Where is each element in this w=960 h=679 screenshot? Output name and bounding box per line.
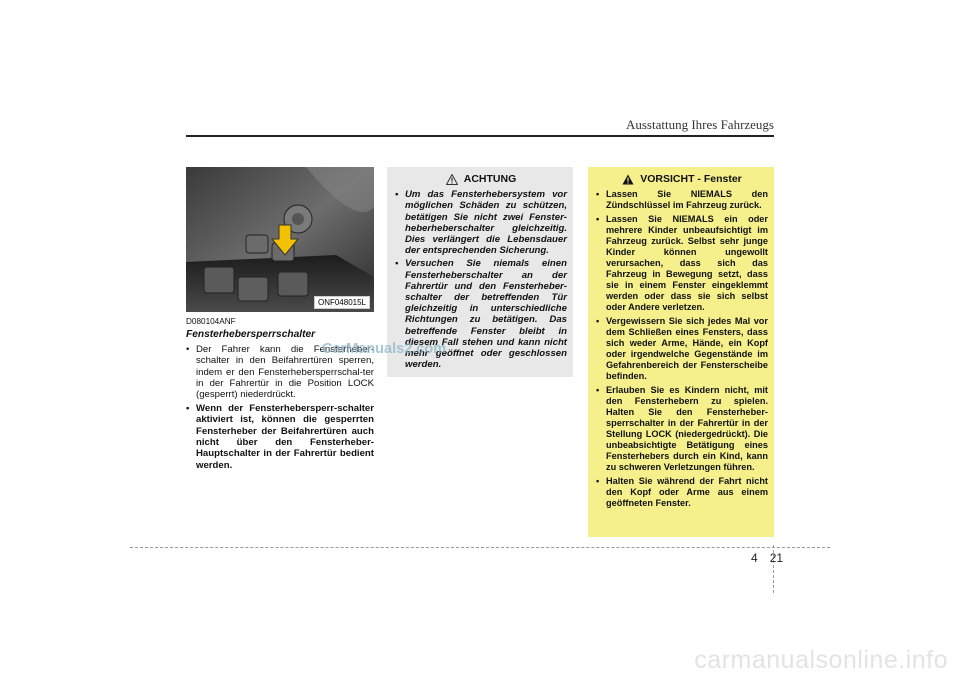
warning-triangle-icon — [446, 174, 458, 185]
main-column — [186, 316, 374, 473]
vorsicht-list — [596, 189, 768, 509]
warning-triangle-icon — [622, 174, 634, 185]
section-bullet: • Wenn der Fensterhebersperr-schalter aktiviert ist, können die gesperrten Fensterheber der Beifahrertüren auch nicht über den Fensterheber-Hauptschalter in der Fahrertür bedient werden. — [186, 403, 374, 471]
vorsicht-title-text: VORSICHT - Fenster — [640, 173, 742, 185]
vorsicht-item: • Lassen Sie NIEMALS ein oder mehrere Kinder unbeaufsichtigt im Fahrzeug zurück. Selbst sehr junge Kinder können ungewollt verursachen, dass sich das Fahrzeug in Bewegung setzt, dass sie in einem Fenster eingeklemmt werden oder dass sie sich selbst oder Andere verletzen. — [596, 214, 768, 313]
header-rule — [186, 135, 774, 137]
vorsicht-item: • Halten Sie während der Fahrt nicht den Kopf oder Arme aus einem geöffneten Fenster. — [596, 476, 768, 509]
section-subheading: Fensterhebersperrschalter — [186, 329, 316, 341]
page-number-value: 21 — [769, 551, 784, 565]
site-watermark: carmanualsonline.info — [694, 646, 948, 674]
chapter-number: 4 — [751, 551, 758, 565]
section-bullets — [186, 344, 374, 471]
achtung-title-text: ACHTUNG — [463, 173, 517, 185]
door-switch-illustration — [186, 167, 374, 312]
vorsicht-item: • Vergewissern Sie sich jedes Mal vor dem Schließen eines Fensters, dass sich weder Arme, Hände, ein Kopf oder irgendwelche Gegenstände im Gefahrenbereich der Fensterscheibe befinden. — [596, 316, 768, 382]
image-code: ONF048015L — [314, 296, 370, 309]
page-number — [751, 551, 783, 565]
vorsicht-box — [588, 167, 774, 537]
achtung-item: • Versuchen Sie niemals einen Fensterheberschalter an der Fahrertür und den Fensterheber-schalter der betreffenden Tür gleichzeitig in unterschiedliche Richtungen zu betätigen. Das betreffende Fenster bleibt in diesem Fall stehen und kann nicht mehr geöffnet oder geschlossen werden. — [395, 258, 567, 370]
vorsicht-item: • Lassen Sie NIEMALS den Zündschlüssel im Fahrzeug zurück. — [596, 189, 768, 211]
vorsicht-title — [596, 174, 768, 185]
footer-rule — [130, 547, 830, 548]
achtung-title — [395, 174, 567, 185]
achtung-item: • Um das Fensterhebersystem vor möglichen Schäden zu schützen, betätigen Sie nicht zwei Fenster-heberheberschalter gleichzeitig. Dies verlängert die Lebensdauer der entsprechenden Sicherung. — [395, 189, 567, 256]
section-bullet: • Der Fahrer kann die Fensterheber-schalter in den Beifahrertüren sperren, indem er den Fensterhebersperrschal-ter in der Fahrertür in die Position LOCK (gesperrt) niederdrückt. — [186, 344, 374, 401]
header-title: Ausstattung Ihres Fahrzeugs — [625, 117, 774, 132]
window-switch-photo — [186, 167, 374, 312]
watermark: CarManuals2.com — [322, 341, 447, 357]
vorsicht-item: • Erlauben Sie es Kindern nicht, mit den Fensterhebern zu spielen. Halten Sie den Fensterheber-sperrschalter in der Fahrertür in der Stellung LOCK (niedergedrückt). Die unbeabsichtigte Betätigung eines Fensterhebers durch ein Kind, kann zu schweren Verletzungen führen. — [596, 385, 768, 473]
section-code: D080104ANF — [186, 317, 236, 326]
